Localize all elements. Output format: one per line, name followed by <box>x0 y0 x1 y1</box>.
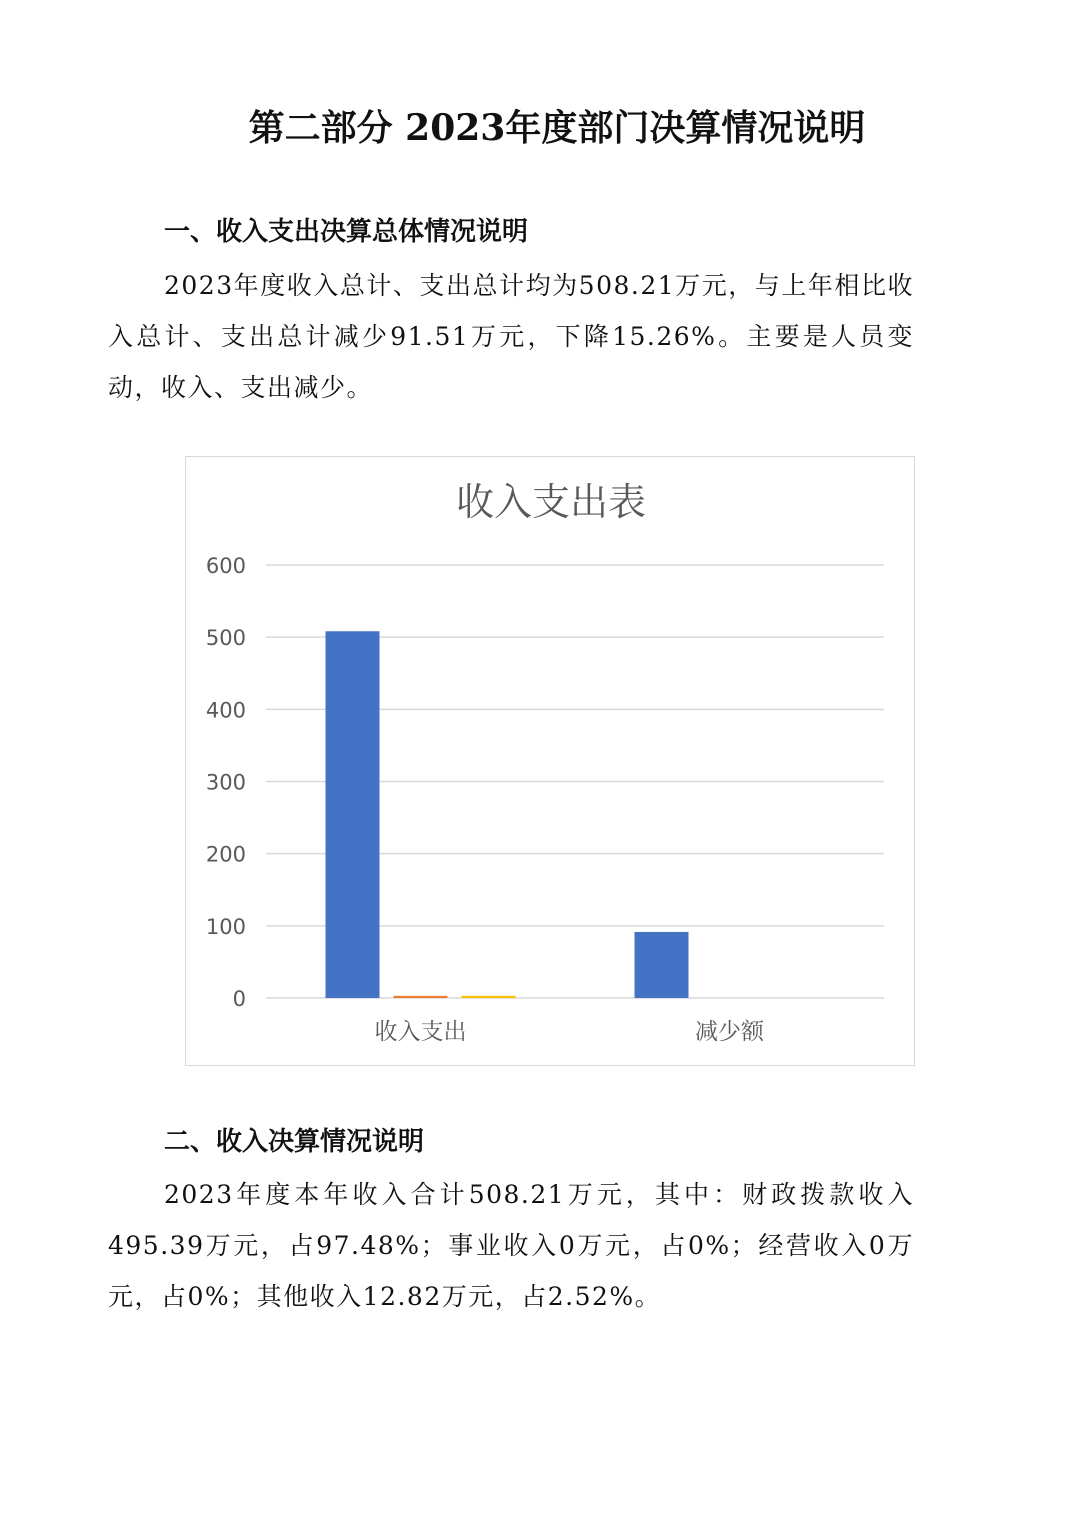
x-category-label-0: 收入支出 <box>374 1019 467 1045</box>
section-heading-income-expense: 一、收入支出决算总体情况说明 <box>164 217 529 247</box>
bar-0-2 <box>462 996 516 998</box>
y-tick-label-5: 500 <box>205 626 246 651</box>
y-tick-label-3: 300 <box>205 770 246 795</box>
income-expense-chart <box>185 456 915 1066</box>
bar-0-0 <box>326 631 380 998</box>
page-title: 第二部分 2023年度部门决算情况说明 <box>248 107 866 149</box>
x-category-label-1: 减少额 <box>695 1019 764 1045</box>
paragraph-income-details: 2023年度本年收入合计508.21万元，其中：财政拨款收入495.39万元，占97.48%；事业收入0万元，占0%；经营收入0万元，占0%；其他收入12.82万元，占2.52%。 <box>108 1180 914 1311</box>
y-tick-label-4: 400 <box>205 698 246 723</box>
income-expense-chart-svg <box>186 457 916 1067</box>
paragraph-income-expense-summary: 2023年度收入总计、支出总计均为508.21万元，与上年相比收入总计、支出总计减少91.51万元，下降15.26%。主要是人员变动，收入、支出减少。 <box>108 271 914 402</box>
bar-1-0 <box>635 932 689 998</box>
bar-0-1 <box>394 996 448 998</box>
y-tick-label-1: 100 <box>205 914 246 939</box>
y-tick-label-2: 200 <box>205 842 246 867</box>
section-heading-income: 二、收入决算情况说明 <box>164 1127 425 1157</box>
y-tick-label-0: 0 <box>232 987 246 1011</box>
chart-title: 收入支出表 <box>455 480 647 524</box>
y-tick-label-6: 600 <box>205 554 246 578</box>
